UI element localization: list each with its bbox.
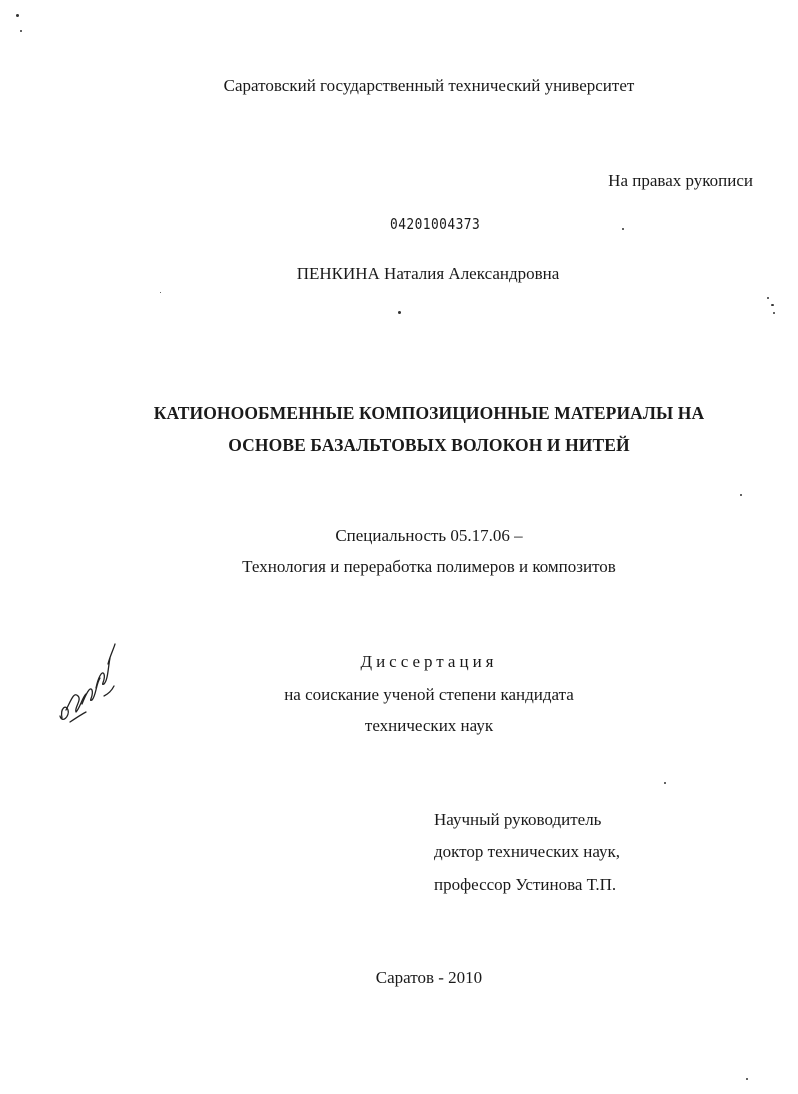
dissertation-title-line-1: КАТИОНООБМЕННЫЕ КОМПОЗИЦИОННЫЕ МАТЕРИАЛЫ НА <box>153 403 705 423</box>
scan-speck <box>771 304 774 306</box>
scan-speck <box>740 494 742 496</box>
specialty-name: Технология и переработка полимеров и композитов <box>242 557 616 576</box>
degree-line-1: на соискание ученой степени кандидата <box>284 685 574 704</box>
scan-speck <box>16 14 19 17</box>
scan-speck <box>160 292 161 293</box>
author-name: ПЕНКИНА Наталия Александровна <box>296 264 560 283</box>
registration-number-stamp: 04201004373 <box>390 215 481 233</box>
manuscript-note: На правах рукописи <box>608 171 753 190</box>
university-name: Саратовский государственный технический университет <box>223 76 635 95</box>
supervisor-name: профессор Устинова Т.П. <box>434 875 617 894</box>
city-year: Саратов - 2010 <box>375 968 483 987</box>
scan-speck <box>20 30 22 32</box>
dissertation-title-line-2: ОСНОВЕ БАЗАЛЬТОВЫХ ВОЛОКОН И НИТЕЙ <box>228 435 630 455</box>
degree-line-2: технических наук <box>364 716 494 735</box>
signature-icon <box>52 638 122 728</box>
specialty-code: Специальность 05.17.06 – <box>335 526 523 545</box>
scan-speck <box>398 311 401 314</box>
scan-speck <box>773 312 775 314</box>
dissertation-heading: Диссертация <box>360 652 498 671</box>
scan-speck <box>767 297 769 299</box>
scan-speck <box>746 1078 748 1080</box>
supervisor-label: Научный руководитель <box>434 810 602 829</box>
supervisor-degree: доктор технических наук, <box>434 842 621 861</box>
scan-speck <box>622 228 624 230</box>
scan-speck <box>664 782 666 784</box>
